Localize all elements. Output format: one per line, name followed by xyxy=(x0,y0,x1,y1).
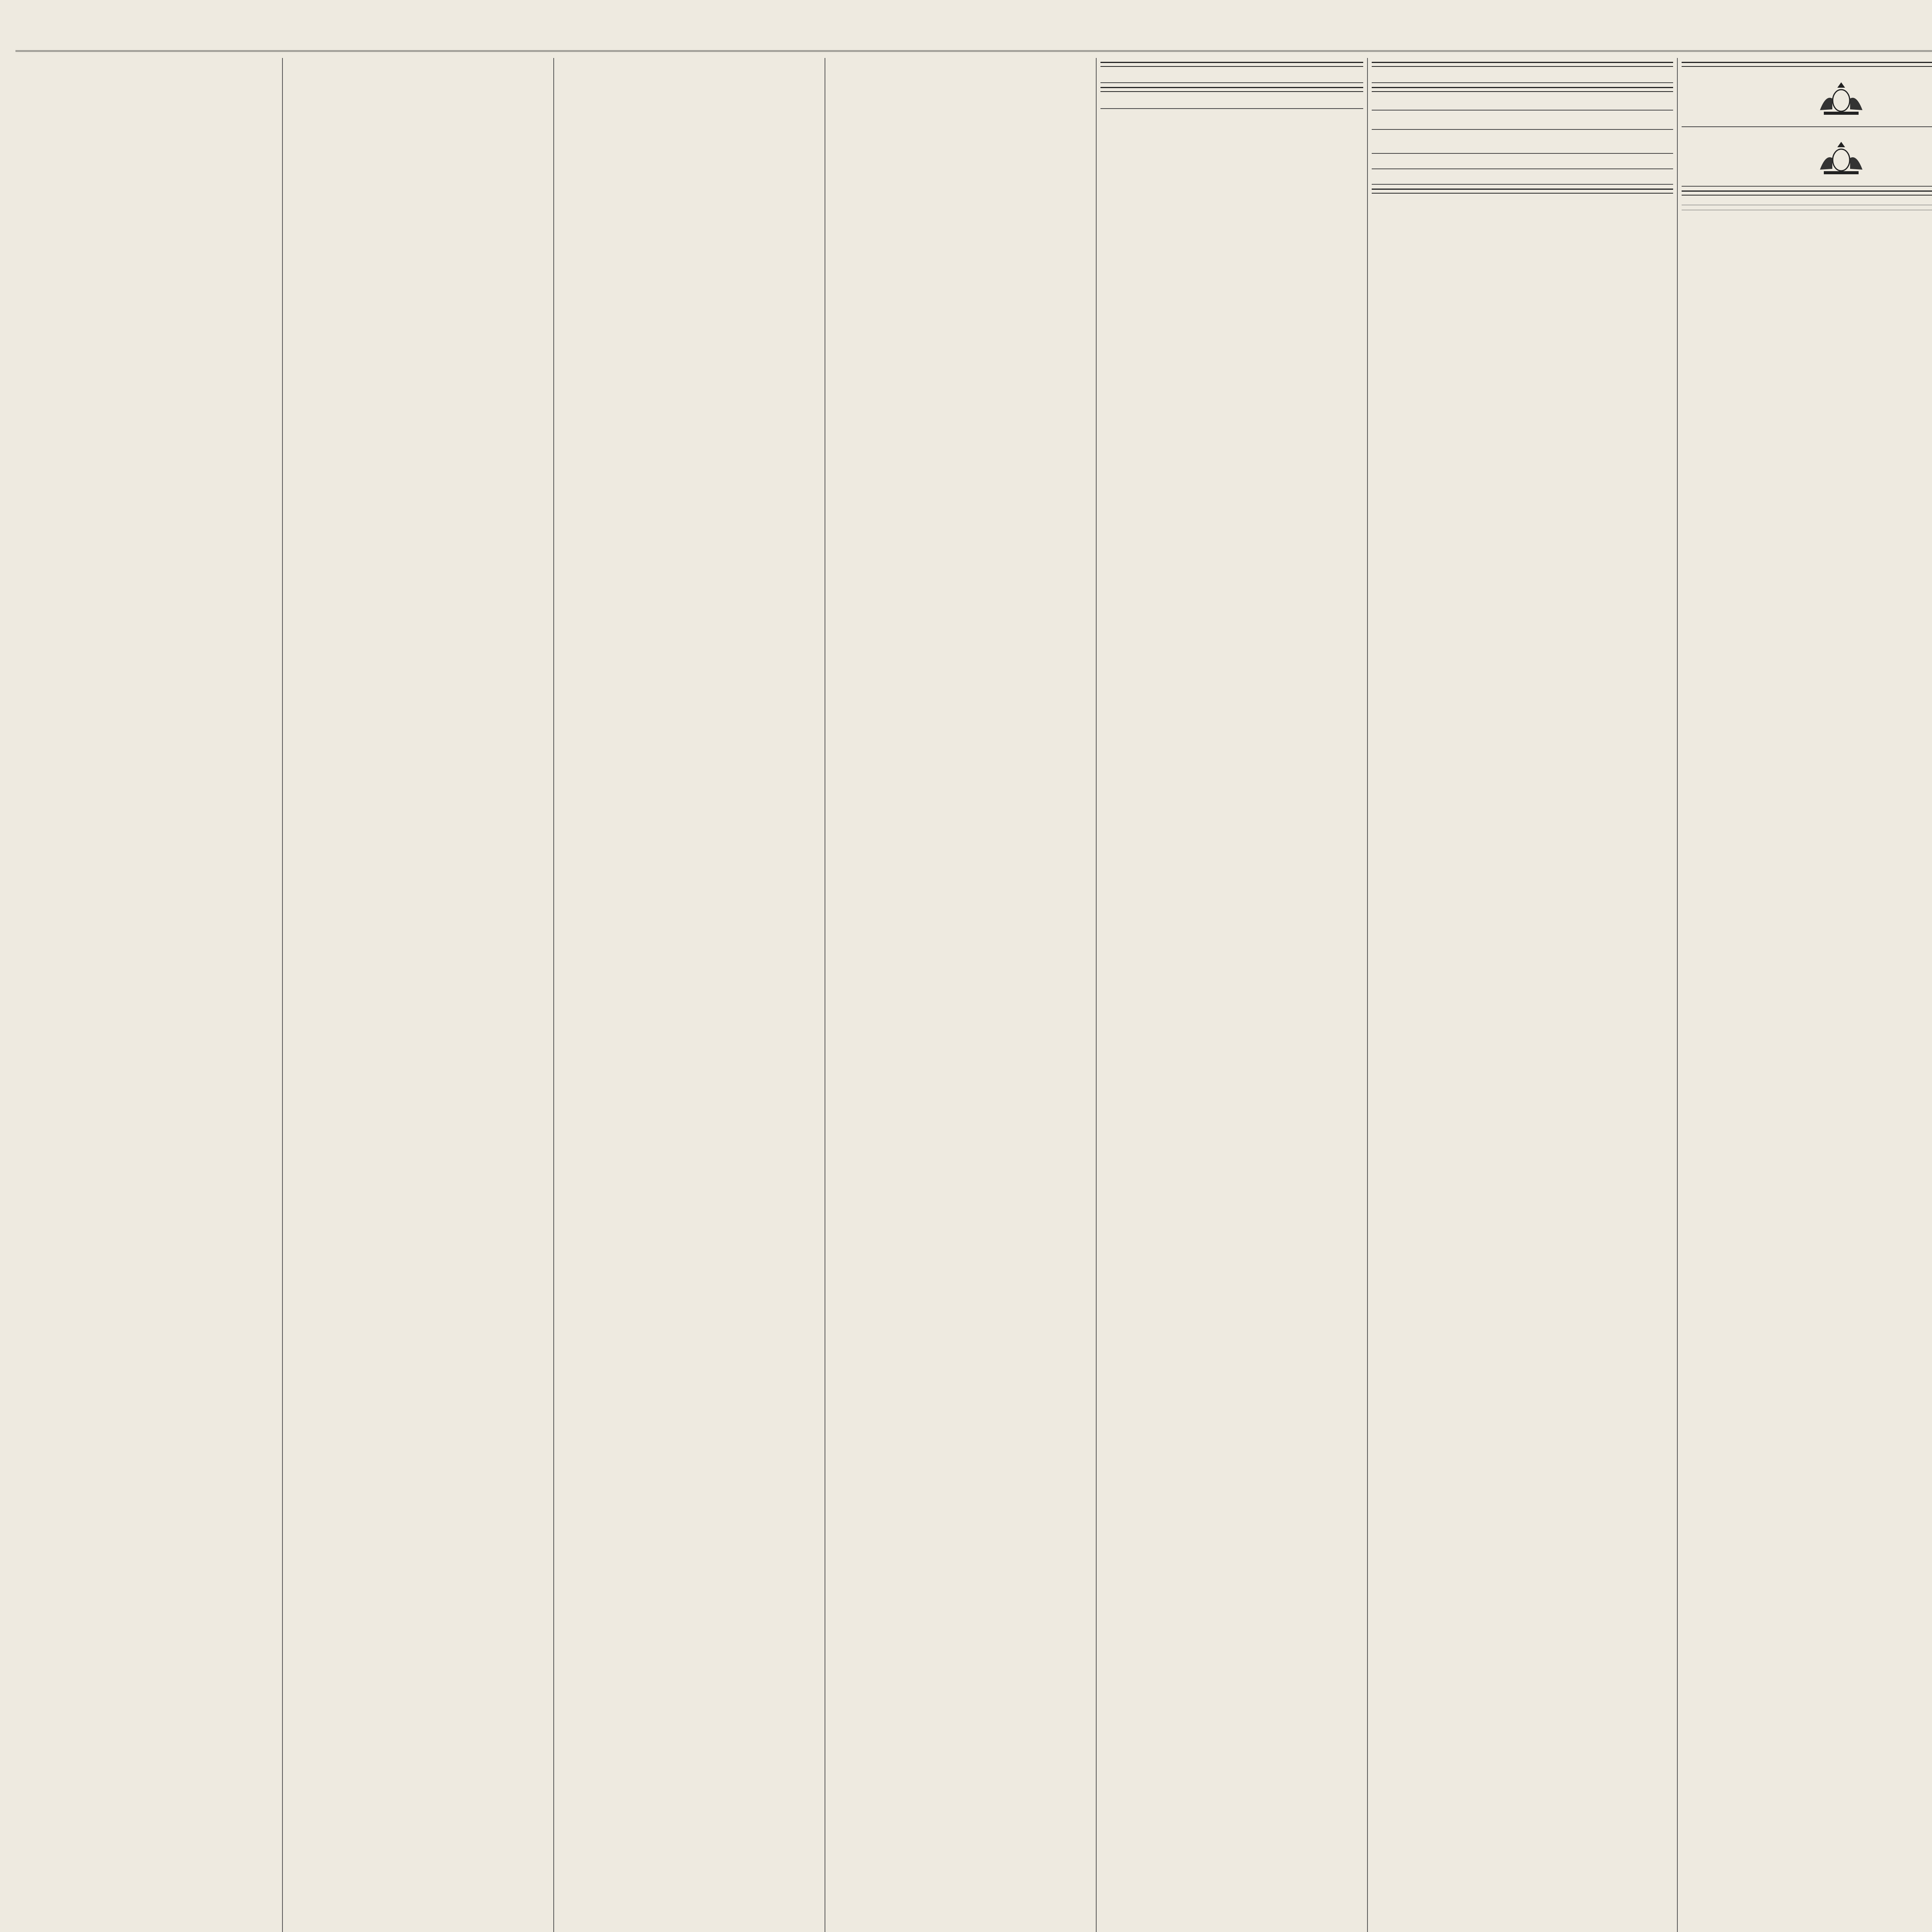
royal-crest-icon xyxy=(1812,79,1870,118)
column-2 xyxy=(287,58,549,1932)
column-rule xyxy=(553,58,554,1932)
column-3 xyxy=(558,58,821,1932)
private-board-ad xyxy=(1682,205,1932,210)
kowai-waitaki-ad xyxy=(1682,131,1932,187)
engraving-ad xyxy=(1372,173,1673,185)
railway-tender-ad xyxy=(1682,71,1932,127)
just-published-ad xyxy=(1372,158,1673,169)
te-aro-ad xyxy=(1372,97,1673,111)
maclean-ad xyxy=(1372,114,1673,130)
wanted-heading xyxy=(1682,190,1932,196)
masthead xyxy=(15,12,1932,52)
column-1 xyxy=(15,58,278,1932)
servants-registry-ad xyxy=(1682,200,1932,205)
column-rule xyxy=(1096,58,1097,1932)
passenger-notice xyxy=(1372,198,1673,208)
column-6 xyxy=(1372,58,1673,1932)
on-sale-heading xyxy=(1100,62,1363,67)
public-notices-heading xyxy=(1100,87,1363,92)
krull-ad xyxy=(1100,71,1363,83)
business-notices-heading xyxy=(1372,87,1673,92)
column-rule xyxy=(282,58,283,1932)
column-rule xyxy=(1367,58,1368,1932)
dissolution-ad xyxy=(1100,97,1363,109)
column-4 xyxy=(829,58,1092,1932)
column-5 xyxy=(1100,58,1363,1932)
column-7 xyxy=(1682,58,1932,1932)
column-rule xyxy=(1677,58,1678,1932)
public-notices-heading xyxy=(1372,62,1673,67)
royal-crest-icon xyxy=(1812,139,1870,177)
kirkcaldie-ad xyxy=(1372,134,1673,154)
government-notices-heading xyxy=(1682,62,1932,67)
government-notices-heading xyxy=(1372,189,1673,194)
shipping-ad xyxy=(1372,71,1673,83)
